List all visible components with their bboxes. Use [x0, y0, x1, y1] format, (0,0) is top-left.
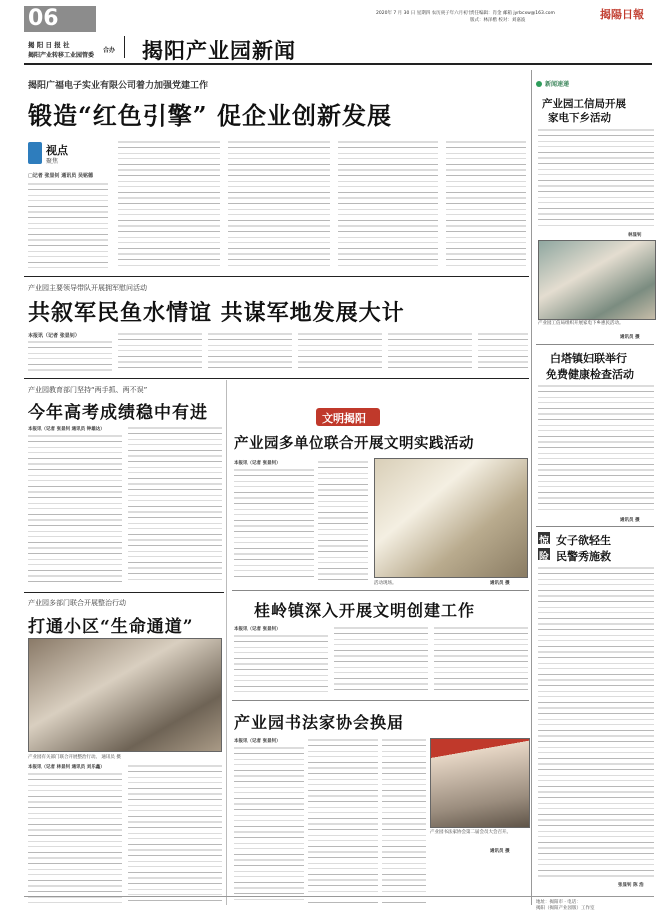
story5-body-col1: [234, 468, 314, 580]
opinion-badge: [28, 140, 88, 166]
story2-body-col6: [478, 332, 528, 372]
sidebar-item3-box2-text: 险: [539, 552, 549, 563]
story1-headline: 锻造“红色引擎” 促企业创新发展: [28, 101, 392, 130]
story3-kicker: 产业园教育部门坚持“两手抓、两不误”: [28, 386, 148, 394]
story6-body-col2: [334, 626, 428, 692]
story7-caption: 产业园书法家协会第二届会员大会召开。: [430, 830, 511, 835]
date-line: 2020年 7 月 30 日 星期四 农历庚子年六月初十: [376, 11, 473, 16]
masthead: [0, 0, 670, 64]
masthead-divider: [124, 36, 125, 58]
divider-3: [24, 592, 224, 593]
civic-banner-text: 文明揭阳: [322, 412, 366, 425]
column-separator: [226, 380, 227, 905]
story4-body-col1: [28, 772, 122, 904]
story7-headline: 产业园书法家协会换届: [234, 713, 405, 732]
sidebar-item2-headline2: 免费健康检查活动: [546, 368, 634, 381]
story1-body-col4: [338, 140, 438, 268]
story1-byline: □记者 张显钊 通讯员 吴铭德: [28, 173, 93, 179]
story4-photo: [28, 638, 222, 752]
story2-kicker: 产业园主要领导带队开展拥军慰问活动: [28, 284, 147, 292]
sidebar-item3-body: [538, 566, 654, 878]
divider-4: [232, 590, 529, 591]
story1-body-col3: [228, 140, 330, 268]
sidebar-item3-headline: 女子欲轻生: [556, 534, 611, 547]
sidebar-item3-headline2: 民警秀施救: [556, 550, 611, 563]
sidebar-divider-2: [536, 526, 654, 527]
story1-body-col2: [118, 140, 220, 268]
page-number-block: [24, 6, 96, 32]
divider-5: [232, 700, 529, 701]
section-title: 揭阳产业园新闻: [142, 39, 296, 63]
publisher-suffix: 合办: [103, 47, 116, 54]
story7-body-col1: [234, 746, 304, 904]
story2-body-col2: [118, 332, 202, 372]
sidebar-header-icon: [536, 81, 542, 87]
civic-banner: [316, 408, 380, 426]
story2-headline: 共叙军民鱼水情谊 共谋军地发展大计: [28, 300, 405, 326]
story5-caption: 活动现场。: [374, 581, 397, 586]
story7-byline: 本报讯（记者 张显钊）: [234, 739, 281, 744]
story2-body-col1: [28, 340, 112, 372]
sidebar-separator: [531, 70, 532, 905]
footer-left: 地址：揭阳市 · 电话：: [536, 900, 581, 905]
publisher-line2: 揭阳产业转移工业园管委: [28, 52, 95, 59]
sidebar-item2-body: [538, 384, 654, 514]
story6-body-col1: [234, 634, 328, 692]
sidebar-item1-photo-credit: 通讯员 摄: [620, 335, 640, 340]
story4-caption: 产业园有关部门联合开展整治行动。 通讯员 摄: [28, 755, 121, 760]
sidebar-item1-body: [538, 128, 654, 228]
story2-body-col4: [298, 332, 382, 372]
story5-headline: 产业园多单位联合开展文明实践活动: [234, 435, 474, 452]
story4-byline: 本报讯（记者 林显钊 通讯员 刘乐鑫）: [28, 765, 105, 770]
story1-body-col1: [28, 182, 108, 268]
story4-body-col2: [128, 764, 222, 904]
story3-body-col2: [128, 426, 222, 584]
story5-credit: 通讯员 摄: [490, 581, 510, 586]
sidebar-item3-box1: [538, 532, 550, 547]
story3-headline: 今年高考成绩稳中有进: [28, 403, 208, 423]
sidebar-item3-box1-text: 惊: [539, 536, 549, 547]
story6-byline: 本报讯（记者 张显钊）: [234, 627, 281, 632]
story3-body-col1: [28, 434, 122, 584]
story5-body-col2: [318, 460, 368, 580]
page-number: 06: [28, 6, 59, 31]
sidebar-item1-caption: 产业园工信局组织开展家电下乡惠民活动。: [538, 321, 624, 326]
story7-body-col2: [308, 738, 378, 904]
opinion-sub: 聚焦: [46, 158, 59, 165]
editor-line2: 版式：林泽楷 校对：刘嘉波: [470, 18, 526, 23]
story3-byline: 本报讯（记者 张显钊 通讯员 钟雄达）: [28, 427, 105, 432]
sidebar-item3-credit: 张显钊 陈 浩: [618, 883, 644, 888]
story2-body-col5: [388, 332, 472, 372]
footer-rule: [24, 896, 654, 897]
masthead-rule: [24, 63, 652, 65]
opinion-label: 视点: [46, 144, 68, 157]
story5-photo: [374, 458, 528, 578]
sidebar-item3-box2: [538, 548, 550, 563]
story2-byline: 本报讯（记者 张显钊）: [28, 333, 80, 339]
sidebar-divider-1: [536, 344, 654, 345]
sidebar-header: [536, 78, 654, 92]
sidebar-item1-headline: 产业园工信局开展: [542, 98, 626, 110]
story5-byline: 本报讯（记者 张显钊）: [234, 461, 281, 466]
story6-headline: 桂岭镇深入开展文明创建工作: [254, 601, 476, 620]
story7-credit: 通讯员 摄: [490, 849, 510, 854]
story6-body-col3: [434, 626, 528, 692]
sidebar-item1-credit: 林显钊: [628, 233, 642, 238]
divider-2: [24, 378, 529, 379]
sidebar-item1-photo: [538, 240, 656, 320]
divider-1: [24, 276, 529, 277]
story4-headline: 打通小区“生命通道”: [28, 617, 194, 637]
footer-right: 揭阳（揭阳产业园版）工作室: [536, 906, 595, 911]
story4-kicker: 产业园多部门联合开展整治行动: [28, 599, 126, 607]
publisher-line1: 揭 阳 日 报 社: [28, 41, 70, 49]
sidebar-label: 新闻速递: [545, 81, 570, 88]
sidebar-item2-headline: 白塔镇妇联举行: [550, 352, 627, 365]
sidebar-item2-credit: 通讯员 摄: [620, 518, 640, 523]
story1-body-col5: [446, 140, 526, 268]
masthead-logo: 揭陽日報: [600, 8, 644, 21]
story2-body-col3: [208, 332, 292, 372]
sidebar-item1-headline2: 家电下乡活动: [548, 112, 611, 124]
opinion-icon: [28, 142, 42, 164]
editor-line: 责任编辑：肖金 邮箱 jyrbcxw@163.com: [470, 11, 555, 16]
story1-kicker: 揭阳广福电子实业有限公司着力加强党建工作: [28, 81, 209, 91]
story7-body-col3: [382, 738, 426, 904]
story7-photo: [430, 738, 530, 828]
